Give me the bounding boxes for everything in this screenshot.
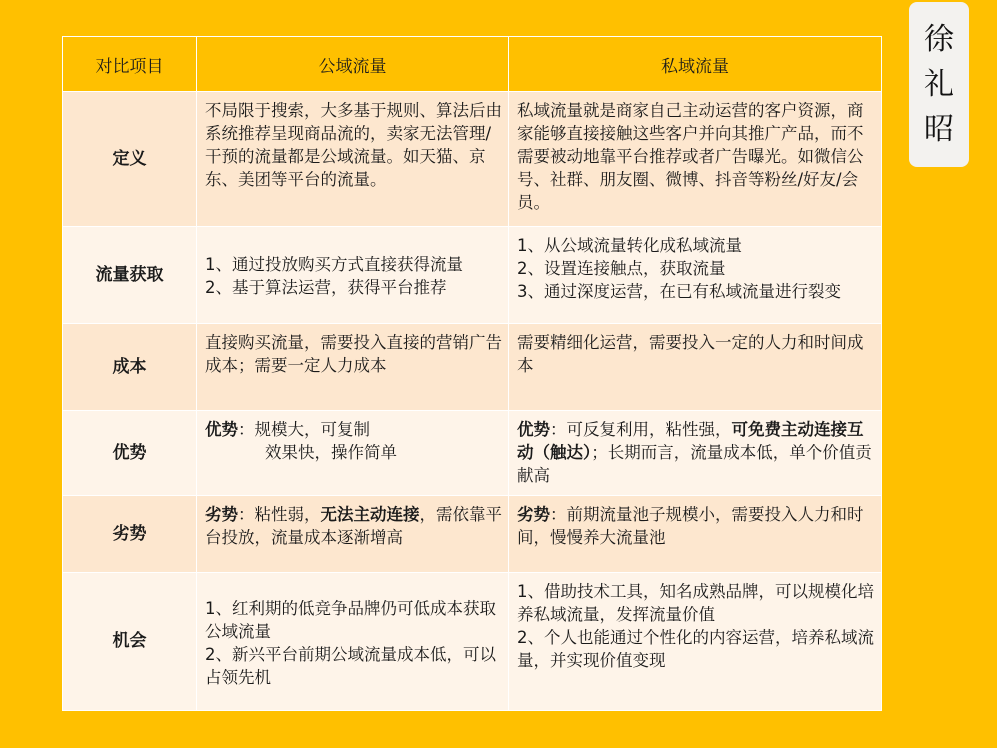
advantage-private-prefix: 优势 xyxy=(517,420,550,439)
cell-advantage-private xyxy=(509,411,882,496)
row-label-acquisition: 流量获取 xyxy=(63,227,197,324)
row-label-opportunity: 机会 xyxy=(63,573,197,711)
row-label-advantage: 优势 xyxy=(63,411,197,496)
advantage-private-bold: 可免费主动连接互动（触达） xyxy=(517,420,864,462)
advantage-public-prefix: 优势 xyxy=(205,420,238,439)
advantage-public-text-2: 效果快，操作简单 xyxy=(265,443,397,462)
opportunity-public-item-2: 2、新兴平台前期公域流量成本低，可以占领先机 xyxy=(205,644,496,687)
cell-opportunity-public xyxy=(197,573,509,711)
cell-cost-public: 直接购买流量，需要投入直接的营销广告成本；需要一定人力成本 xyxy=(197,324,509,411)
cell-disadvantage-public xyxy=(197,496,509,573)
disadvantage-public-prefix: 劣势 xyxy=(205,505,238,524)
cell-acquisition-private xyxy=(509,227,882,324)
author-name-char-1: 徐 xyxy=(924,22,954,57)
cell-advantage-public xyxy=(197,411,509,496)
advantage-private-text-1: ：可反复利用，粘性强， xyxy=(550,420,732,439)
disadvantage-public-text-1: ：粘性弱， xyxy=(238,505,321,524)
opportunity-private-item-1: 1、借助技术工具，知名成熟品牌，可以规模化培养私域流量，发挥流量价值 xyxy=(517,582,874,624)
cell-opportunity-private xyxy=(509,573,882,711)
acquisition-private-item-2: 2、设置连接触点，获取流量 xyxy=(517,259,726,278)
comparison-table xyxy=(62,36,882,711)
advantage-public-line-1 xyxy=(205,418,502,441)
cell-acquisition-public xyxy=(197,227,509,324)
header-public-traffic: 公域流量 xyxy=(197,37,509,92)
table-row-disadvantage xyxy=(63,496,882,573)
comparison-table-container xyxy=(62,36,881,710)
author-name-char-3: 昭 xyxy=(924,112,954,147)
advantage-public-text-1: ：规模大，可复制 xyxy=(238,420,370,439)
cell-definition-private: 私域流量就是商家自己主动运营的客户资源，商家能够直接接触这些客户并向其推广产品，而不需要被动地靠平台推荐或者广告曝光。如微信公号、社群、朋友圈、微博、抖音等粉丝/好友/会员。 xyxy=(509,92,882,227)
table-row-cost xyxy=(63,324,882,411)
table-row-advantage xyxy=(63,411,882,496)
table-row-definition xyxy=(63,92,882,227)
cell-cost-private: 需要精细化运营，需要投入一定的人力和时间成本 xyxy=(509,324,882,411)
cell-definition-public: 不局限于搜索，大多基于规则、算法后由系统推荐呈现商品流的，卖家无法管理/干预的流量都是公域流量。如天猫、京东、美团等平台的流量。 xyxy=(197,92,509,227)
table-header-row xyxy=(63,37,882,92)
author-name-char-2: 礼 xyxy=(924,67,954,102)
row-label-definition: 定义 xyxy=(63,92,197,227)
row-label-disadvantage: 劣势 xyxy=(63,496,197,573)
cell-disadvantage-private xyxy=(509,496,882,573)
opportunity-public-item-1: 1、红利期的低竞争品牌仍可低成本获取公域流量 xyxy=(205,598,496,641)
disadvantage-private-prefix: 劣势 xyxy=(517,505,550,524)
opportunity-private-item-2: 2、个人也能通过个性化的内容运营，培养私域流量，并实现价值变现 xyxy=(517,628,874,670)
disadvantage-public-text-2: ，需依靠平台投放，流量成本逐渐增高 xyxy=(205,505,502,547)
disadvantage-private-text: ：前期流量池子规模小，需要投入人力和时间，慢慢养大流量池 xyxy=(517,505,864,547)
table-row-opportunity xyxy=(63,573,882,711)
header-compare-item: 对比项目 xyxy=(63,37,197,92)
acquisition-private-item-1: 1、从公域流量转化成私域流量 xyxy=(517,236,742,255)
advantage-private-text-2: ；长期而言，流量成本低，单个价值贡献高 xyxy=(517,443,872,485)
acquisition-private-item-3: 3、通过深度运营，在已有私域流量进行裂变 xyxy=(517,282,841,301)
author-name-badge xyxy=(909,2,969,167)
acquisition-public-item-1: 1、通过投放购买方式直接获得流量 xyxy=(205,255,463,274)
disadvantage-public-bold: 无法主动连接 xyxy=(320,505,420,524)
header-private-traffic: 私域流量 xyxy=(509,37,882,92)
row-label-cost: 成本 xyxy=(63,324,197,411)
table-row-acquisition xyxy=(63,227,882,324)
acquisition-public-item-2: 2、基于算法运营，获得平台推荐 xyxy=(205,278,447,297)
